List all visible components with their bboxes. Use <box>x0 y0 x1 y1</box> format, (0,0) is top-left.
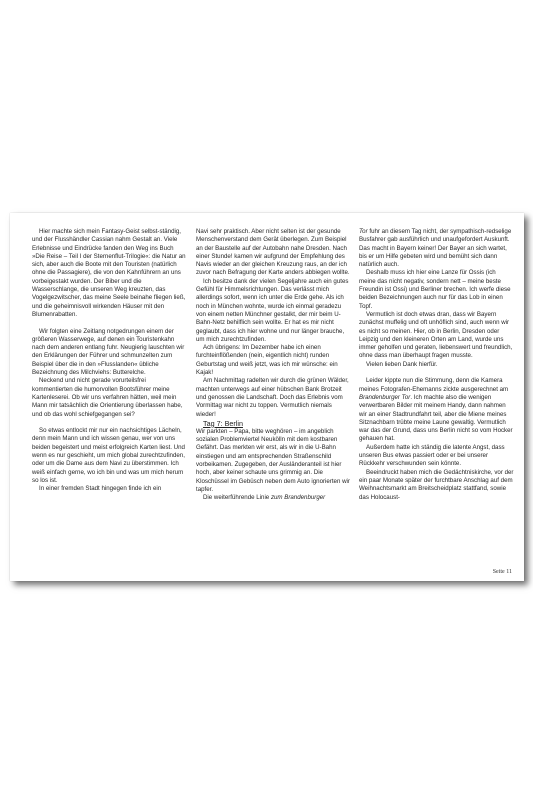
paragraph: Vielen lieben Dank hierfür. <box>366 360 438 368</box>
paragraph <box>359 377 514 443</box>
paragraph <box>359 228 514 269</box>
paragraph: Beeindruckt haben mich die Gedächtniskirche, vor der ein paar Monate später der furchtbare Anschlag auf dem Weihnachtsmarkt am Breitscheidplatz stattfand, sowie das Holocaust- <box>359 468 514 501</box>
book-page <box>10 213 524 581</box>
paragraph: Neckend und nicht gerade vorurteilsfrei kommentierten die humorvollen Bootsführer meine Kartenleserei. Ob wir uns verfahren hätten, weil mein Mann mir tatsächlich die Orientierung überlassen habe, und ob das wohl schiefgegangen sei? <box>32 377 183 418</box>
paragraph: Navi sehr praktisch. Aber nicht selten ist der gesunde Menschenverstand dem Gerät überlegen. Zum Beispiel an der Baustelle auf der Autobahn nahe Dresden. Nach einer Stunde! kamen wir aufgrund der Empfehlung des Navis wieder an der gleichen Kreuzung raus, an der ich zuvor nach Befragung der Karte anders abbiegen wollte. <box>196 228 350 277</box>
paragraph: Außerdem hatte ich ständig die latente Angst, dass unseren Bus etwas passiert oder er bei unserer Rückkehr verschwunden sein könnte. <box>359 443 505 468</box>
paragraph: In einer fremden Stadt hingegen finde ich ein <box>39 485 162 493</box>
paragraph: Hier machte sich mein Fantasy-Geist selbst-ständig, und der Flusshändler Cassian nahm Gestalt an. Viele Erlebnisse und Eindrücke fanden den Weg ins Buch »Die Reise – Teil I der Sternenflut-Trilogie«: die Natur an sich, aber auch die Boote mit den Touristen (natürlich ohne die Passagiere), die von den Kahnführern an uns vorbeigestakt wurden. Der Biber und die Wasserschlange, die unseren Weg kreuzten, das Vogelgezwitscher, das meine Seele beinahe fliegen ließ, und die geheimnisvoll wirkenden Häuser mit den Blumenrabatten. <box>32 228 186 318</box>
emphasis-text: zum Brandenburger <box>270 494 326 502</box>
section-heading: Tag 7: Berlin <box>203 418 243 428</box>
text-run: Die weiterführende Linie <box>203 494 271 502</box>
text-run: Leider kippte nun die Stimmung, denn die Kamera meines Fotografen-Ehemanns zickte ausgerechnet am <box>359 377 509 393</box>
paragraph: Wir folgten eine Zeitlang notgedrungen einem der größeren Wasserwege, auf denen ein Touristenkahn nach dem anderen entlang fuhr. Neugierig lauschten wir den Erklärungen der Führer und schmunzelten zum Beispiel über die in den »Flusslanden« übliche Bezeichnung des Milchviehs: Butterelche. <box>32 327 185 377</box>
text-column-left <box>32 228 187 494</box>
paragraph: Deshalb muss ich hier eine Lanze für Ossis (ich meine das nicht negativ, sondern nett – meine beste Freundin ist Ossi) und Berliner brechen. Ich werfe diese beiden Bezeichnungen auch nur für das Lob in einen Topf. <box>359 269 511 310</box>
emphasis-text: Brandenburger Tor <box>359 393 411 401</box>
text-column-middle <box>196 228 351 503</box>
emphasis-text: Tor <box>359 228 368 235</box>
text-run: . Ich machte also die wenigen verwertbaren Bilder mit meinem Handy, dann nahmen wir an einer Stadtrundfahrt teil, aber die Miene meines Sitznachbarn trübte meine Laune gewaltig. Vermutlich war das der Grund, dass uns Berlin nicht so vom Hocker gehauen hat. <box>359 393 513 443</box>
text-run: fuhr an diesem Tag nicht, der sympathisch-redselige Busfahrer gab ausführlich und unaufgefordert Auskunft. Das macht in Bayern keiner! Der Bayer an sich wartet, bis er um Hilfe gebeten wird und bemüht sich dann natürlich auch. <box>359 228 512 269</box>
paragraph: So etwas entlockt mir nur ein nachsichtiges Lächeln, denn mein Mann und ich wissen genau, wer von uns beiden begeistert und meist erfolgreich Karten liest. Und wenn es nur geschieht, um mich global zurechtzufinden, oder um die Dame aus dem Navi zu überstimmen. Ich weiß einfach gerne, wo ich bin und was um mich herum so los ist. <box>32 427 185 484</box>
paragraph: Wir parkten – Papa, bitte weghören – im angeblich sozialen Problemviertel Neukölln mit dem kostbaren Gefährt. Das merkten wir erst, als wir in die U-Bahn einstiegen und am entsprechenden Straßenschild vorbeikamen. Zugegeben, der Ausländeranteil ist hier hoch, aber keiner schaute uns grimmig an. Die Kloschüssel im Gebüsch neben dem Auto ignorierten wir tapfer. <box>196 427 350 493</box>
paragraph: Vermutlich ist doch etwas dran, dass wir Bayern zunächst muffelig und oft unhöflich sind, auch wenn wir es nicht so meinen. Hier, ob in Berlin, Dresden oder Leipzig und den kleineren Orten am Land, wurde uns immer geholfen und geraten, liebenswert und freundlich, ohne dass man überhaupt fragen musste. <box>359 310 513 360</box>
paragraph <box>196 494 351 502</box>
text-column-right <box>359 228 514 502</box>
page-number: Seite 11 <box>492 569 512 575</box>
paragraph: Ich besitze dank der vielen Segeljahre auch ein gutes Gefühl für Himmelsrichtungen. Das verlässt mich allerdings sofort, wenn ich unter die Erde gehe. Als ich noch in München wohnte, wurde ich einmal geradezu von einem netten Münchner gestalkt, der mir beim U-Bahn-Netz behilflich sein wollte. Er hat es mir nicht geglaubt, dass ich hier wohne und nur länger brauche, um mich zurechtzufinden. <box>196 277 349 343</box>
paragraph: Am Nachmittag radelten wir durch die grünen Wälder, machten unterwegs auf einer hübschen Bank Brotzeit und genossen die Landschaft. Doch das Erlebnis vom Vormittag war nicht zu toppen. Vermutlich niemals wieder! <box>196 377 349 418</box>
paragraph: Ach übrigens: Im Dezember habe ich einen furchteinflößenden (nein, eigentlich nicht) runden Geburtstag und weiß jetzt, was ich mir wünsche: ein Kajak! <box>196 344 338 377</box>
